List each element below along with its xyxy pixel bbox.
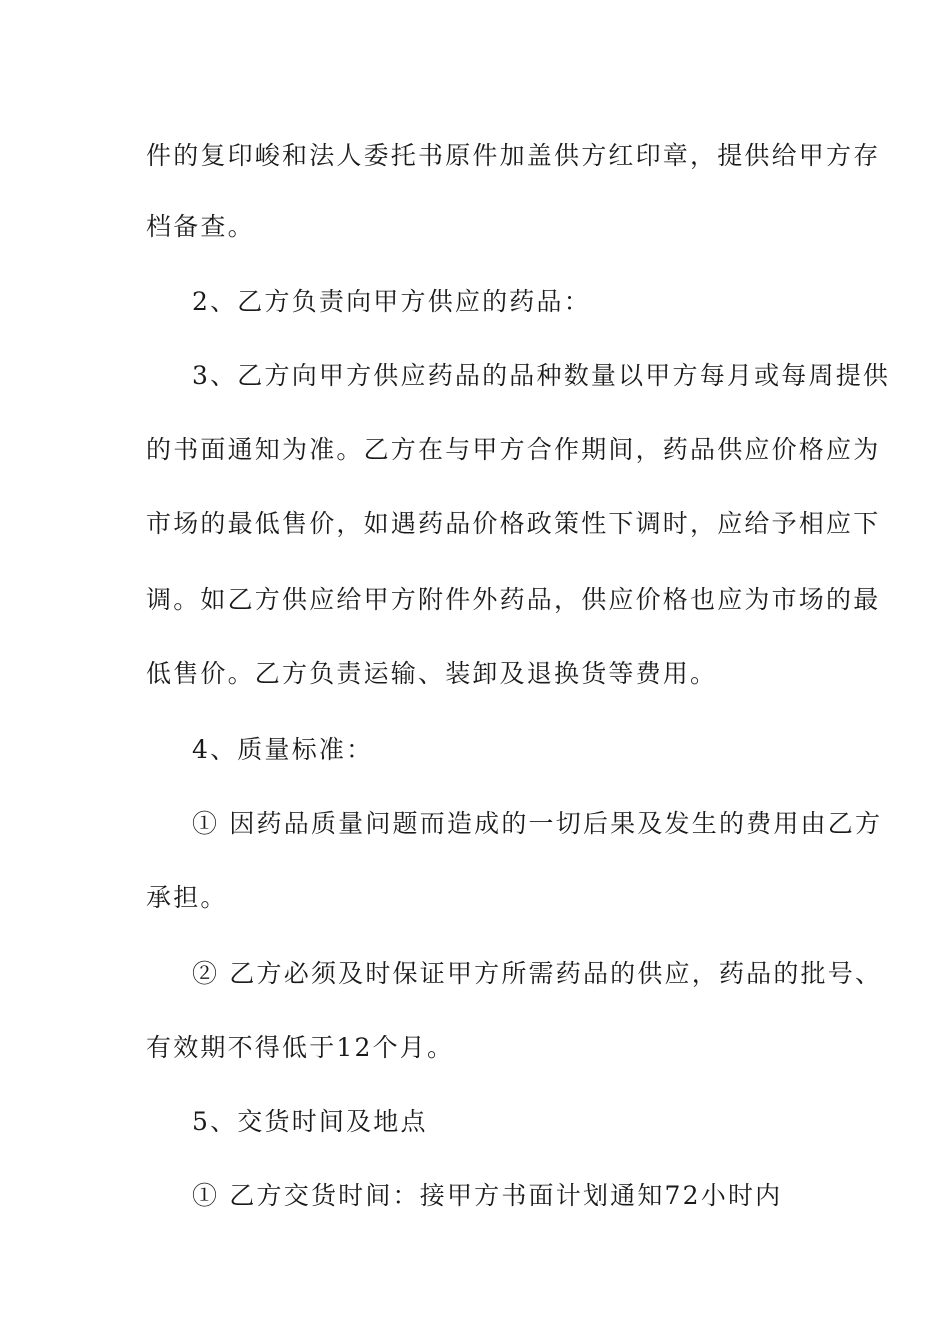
paragraph-line-7: 调。如乙方供应给甲方附件外药品，供应价格也应为市场的最 bbox=[146, 585, 881, 614]
paragraph-line-2: 档备查。 bbox=[146, 212, 255, 241]
paragraph-line-13: 有效期不得低于12个月。 bbox=[146, 1033, 455, 1062]
paragraph-line-11: 承担。 bbox=[146, 883, 228, 912]
paragraph-line-12: ② 乙方必须及时保证甲方所需药品的供应，药品的批号、 bbox=[192, 959, 883, 988]
section-heading-5: 5、交货时间及地点 bbox=[192, 1107, 428, 1136]
section-heading-2: 2、乙方负责向甲方供应的药品： bbox=[192, 287, 591, 316]
paragraph-line-4: 3、乙方向甲方供应药品的品种数量以甲方每月或每周提供 bbox=[192, 361, 891, 390]
paragraph-line-1: 件的复印峻和法人委托书原件加盖供方红印章，提供给甲方存 bbox=[146, 141, 881, 170]
paragraph-line-8: 低售价。乙方负责运输、装卸及退换货等费用。 bbox=[146, 659, 718, 688]
paragraph-line-5: 的书面通知为准。乙方在与甲方合作期间，药品供应价格应为 bbox=[146, 435, 881, 464]
paragraph-line-6: 市场的最低售价，如遇药品价格政策性下调时，应给予相应下 bbox=[146, 509, 881, 538]
paragraph-line-15: ① 乙方交货时间：接甲方书面计划通知72小时内 bbox=[192, 1181, 783, 1210]
paragraph-line-10: ① 因药品质量问题而造成的一切后果及发生的费用由乙方 bbox=[192, 809, 883, 838]
section-heading-4: 4、质量标准： bbox=[192, 735, 374, 764]
